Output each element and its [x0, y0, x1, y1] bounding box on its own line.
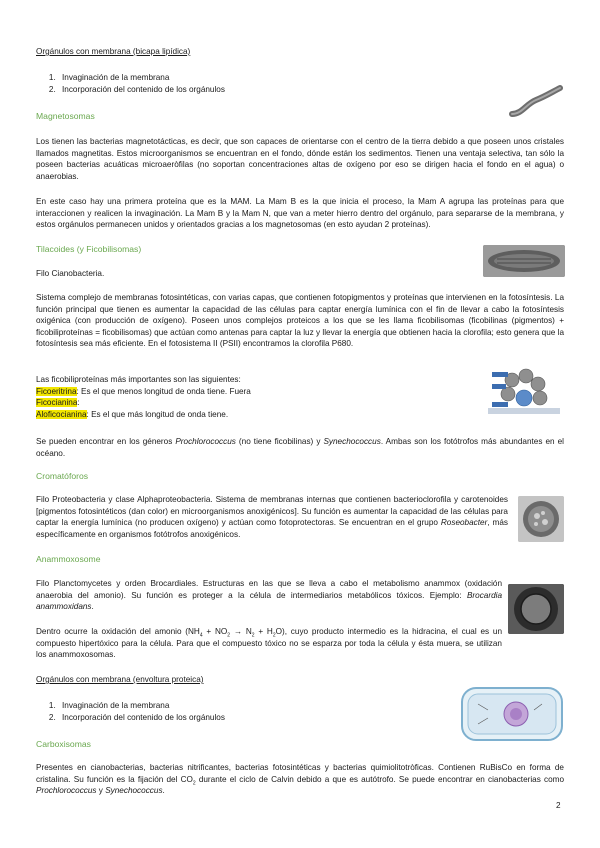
definition: : Es el que menos longitud de onda tiene. Fuera	[76, 386, 251, 396]
anammoxosome-paragraph-2: Dentro ocurre la oxidación del amonio $(NH_4 + NO_2 \to N_2 + H_2O)$, cuyo producto intermedio es la hidracina, el cual es un compuesto hipertóxico para la célula. Para que el compuesto tóxico no se esparza por toda la célula y ésta muera, se utilizan los anammoxosomas.	[36, 627, 503, 659]
tilacoides-paragraph-1: Sistema complejo de membranas fotosintéticas, con varias capas, que contienen fotopigmentos y proteínas que intervienen en la fotosíntesis. La función principal que tienen es aumentar la capacidad de las células para captar energía lumínica con el fin de llevar a cabo la fotosíntesis oxigénica (con producción de oxígeno). Poseen unos complejos proteicos a los que se les llama ficobilisomas (ficobilinas (pigmentos) + ficobiliproteínas = ficobilisomas) que actúan como antenas para captar la luz y llevar la energía que obtienen hacia la clorofila; esto genera que la fotosíntesis sea más eficiente. En el fotosistema II (PSII) encontramos la clorofila P680.	[36, 293, 564, 348]
list-item	[36, 409, 476, 421]
heading-carboxisomas: Carboxisomas	[36, 739, 91, 749]
carboxysome-diagram	[458, 684, 566, 744]
genus-synechococcus: Synechococcus	[105, 786, 163, 795]
list-item	[36, 386, 476, 398]
genus-synechococcus: Synechococcus	[323, 437, 381, 446]
thylakoid-micrograph	[483, 245, 565, 277]
tilacoides-phylum: Filo Cianobacteria.	[36, 269, 105, 278]
species-brocardia: Brocardia anammoxidans	[36, 590, 502, 611]
anammoxosome-paragraph-1: Filo Planctomycetes y orden Brocardiales. Estructuras en las que se lleva a cabo el metabolismo anammox (oxidación anaerobia del amonio). Su función es proteger a la célula de intermediarios metabólicos tóxicos. Ejemplo: Brocardia anammoxidans.	[36, 579, 502, 611]
carboxisomas-paragraph: Presentes en cianobacterias, bacterias nitrificantes, bacterias fotosintéticas y bacterias quimiolitotròficas. Contienen RuBisCo en forma de cristalina. Su función es la fijación del $CO_2$ durante el ciclo de Calvin debido a que es autótrofo. Se puede encontrar en cianobacterias como Prochlorococcus y Synechococcus.	[36, 763, 565, 795]
magnetosomas-paragraph-2: En este caso hay una primera proteína que es la MAM. La Mam B es la que inicia el proceso, la Mam A agrupa las proteínas para que interaccionen y realicen la invaginación. La Mam B y la Mam N, que van a meter hierro dentro del orgánulo, para separarse de la membrana, y estos orgánulos permanecen unidos y orientados gracias a los magnetosomas (en esto ayudan 2 proteínas).	[36, 197, 564, 229]
list-item: 2. Incorporación del contenido de los orgánulos	[58, 712, 358, 724]
genus-roseobacter: Roseobacter	[440, 518, 488, 527]
list-item: 1. Invaginación de la membrana	[58, 72, 358, 84]
heading-magnetosomas: Magnetosomas	[36, 111, 95, 121]
definition: : Es el que más longitud de onda tiene.	[86, 409, 229, 419]
term-aloficocianina: Aloficocianina	[36, 409, 87, 419]
magnetotactic-bacteria-image	[508, 84, 564, 118]
cromatoforos-paragraph: Filo Proteobacteria y clase Alphaproteobacteria. Sistema de membranas internas que contienen bacterioclorofila y carotenoides [pigmentos fotosintéticos (dan color) en microorganismos anoxigénicos]. Su función es aumentar la capacidad de las células para captar la energía lumínica (no producen oxígeno) y actúan como fotoprotectoras. Se encuentran en el grupo Roseobacter, más específicamente en organismos fotótrofos anoxigénicos.	[36, 495, 508, 539]
magnetosomas-paragraph-1: Los tienen las bacterias magnetotácticas, es decir, que son capaces de orientarse con el centro de la tierra debido a que poseen unos cristales llamados magnetitas. Estos microorganismos se encuentran en el fondo, dónde están los sedimentos. Tienen una ventaja selectiva, tan sólo la poseen bacterias acuáticas microaeròfilas (no soportan concentraciones altas de oxígeno por eso se dirigen hacia el fondo en el agua) o anaerobias.	[36, 137, 564, 181]
numbered-list	[36, 72, 358, 95]
anammoxosome-micrograph	[508, 584, 564, 634]
list-intro: Las ficobiliproteínas más importantes son las siguientes:	[36, 375, 241, 384]
phycobiliprotein-list	[36, 374, 476, 420]
term-ficoeritrina: Ficoeritrina	[36, 386, 77, 396]
genus-prochlorococcus: Prochlorococcus	[36, 786, 97, 795]
heading-tilacoides: Tilacoides (y Ficobilisomas)	[36, 244, 142, 254]
numbered-list	[36, 700, 358, 723]
section-title-protein-envelope: Orgánulos con membrana (envoltura proteica)	[36, 675, 204, 684]
genus-prochlorococcus: Prochlorococcus	[175, 437, 236, 446]
tilacoides-paragraph-3: Se pueden encontrar en los géneros Prochlorococcus (no tiene ficobilinas) y Synechococcus. Ambas son los fotótrofos más abundantes en el océano.	[36, 437, 565, 458]
heading-anammoxosome: Anammoxosome	[36, 554, 101, 564]
phycobilisome-diagram	[482, 364, 566, 426]
heading-cromatoforos: Cromatóforos	[36, 471, 89, 481]
term-ficocianina: Ficocianina	[36, 398, 78, 407]
chromatophore-micrograph	[518, 496, 564, 542]
list-item: 1. Invaginación de la membrana	[58, 700, 358, 712]
list-item	[36, 397, 476, 409]
definition: :	[77, 398, 80, 407]
list-item: 2. Incorporación del contenido de los orgánulos	[58, 84, 358, 96]
page-number: 2	[556, 801, 561, 810]
section-title-membrane-bilayer: Orgánulos con membrana (bicapa lipídica)	[36, 47, 191, 56]
